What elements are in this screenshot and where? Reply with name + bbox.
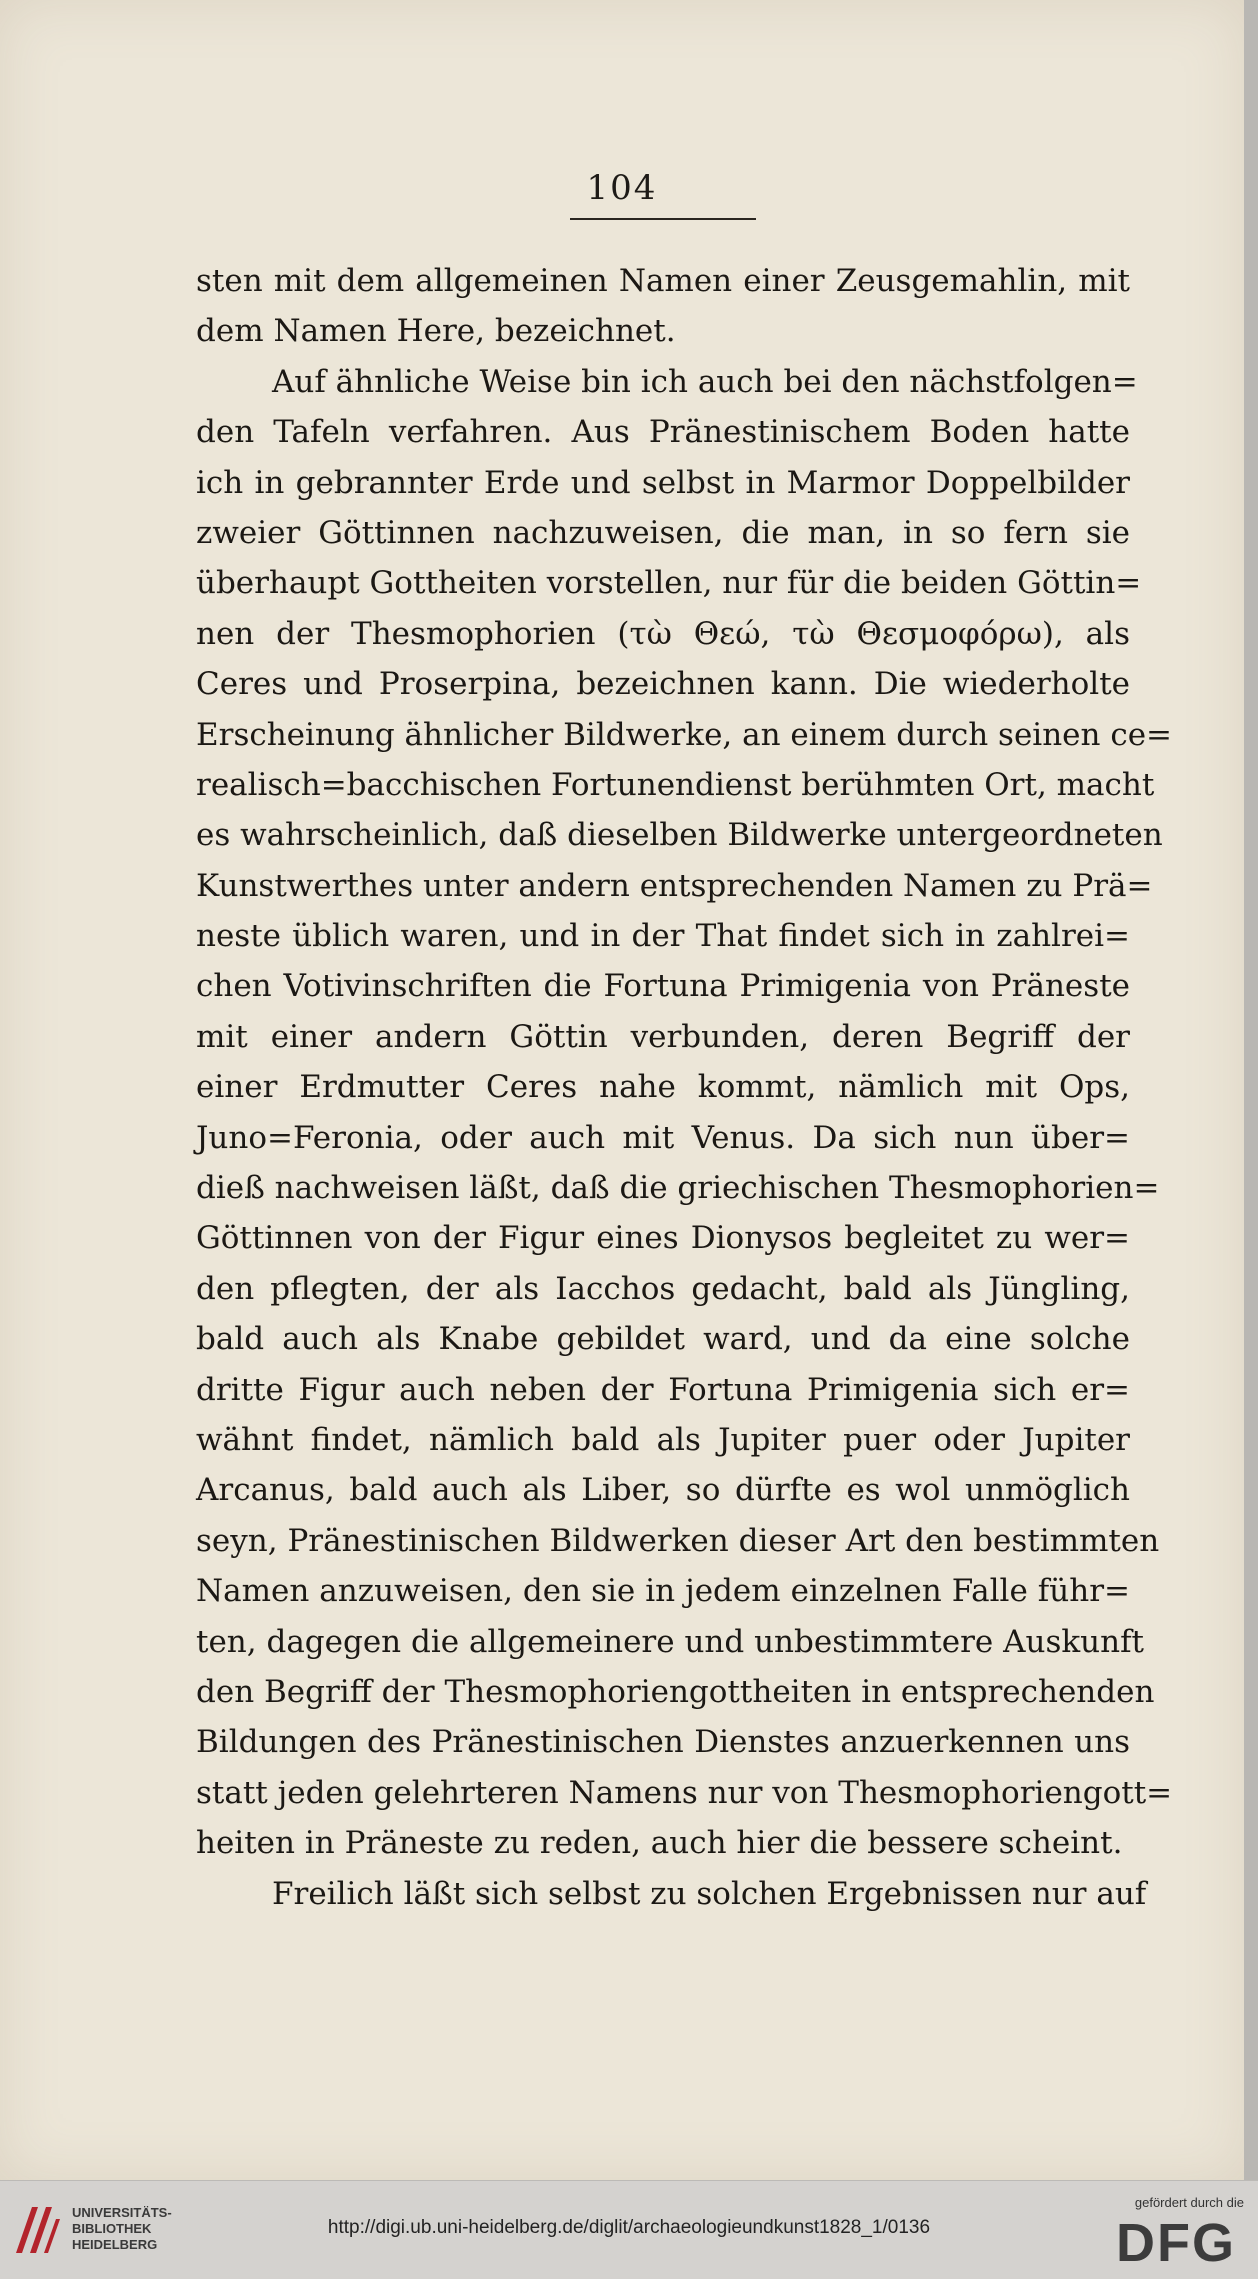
text-line: Namen anzuweisen, den sie in jedem einzelnen Falle führ= [196,1573,1130,1610]
text-line: Ceres und Proserpina, bezeichnen kann. Die wiederholte [196,666,1130,703]
text-line: ich in gebrannter Erde und selbst in Marmor Doppelbilder [196,464,1130,501]
page-number: 104 [586,168,658,208]
text-line: mit einer andern Göttin verbunden, deren Begriff der [196,1018,1130,1055]
text-line: es wahrscheinlich, daß dieselben Bildwerke untergeordneten [196,817,1163,854]
text-line: realisch=bacchischen Fortunendienst berühmten Ort, macht [196,766,1155,803]
text-line: Auf ähnliche Weise bin ich auch bei den nächstfolgen= [272,363,1138,400]
text-line: dritte Figur auch neben der Fortuna Primigenia sich er= [196,1371,1130,1408]
text-line: wähnt findet, nämlich bald als Jupiter puer oder Jupiter [196,1421,1130,1458]
text-line: Arcanus, bald auch als Liber, so dürfte es wol unmöglich [196,1472,1130,1509]
text-line: Göttinnen von der Figur eines Dionysos begleitet zu wer= [196,1220,1130,1257]
text-line: Bildungen des Pränestinischen Dienstes anzuerkennen uns [196,1724,1130,1761]
text-line: statt jeden gelehrteren Namens nur von Thesmophoriengott= [196,1774,1173,1811]
text-line: neste üblich waren, und in der That findet sich in zahlrei= [196,918,1130,955]
text-line: dieß nachweisen läßt, daß die griechischen Thesmophorien= [196,1170,1160,1207]
text-line: sten mit dem allgemeinen Namen einer Zeusgemahlin, mit [196,263,1130,299]
library-name: UNIVERSITÄTS- BIBLIOTHEK HEIDELBERG [72,2205,172,2252]
text-line: Juno=Feronia, oder auch mit Venus. Da sich nun über= [196,1119,1130,1156]
text-line: Freilich läßt sich selbst zu solchen Ergebnissen nur auf [272,1875,1147,1912]
text-line: den Begriff der Thesmophoriengottheiten in entsprechenden [196,1673,1155,1710]
text-line: dem Namen Here, bezeichnet. [196,313,676,350]
text-line: Erscheinung ähnlicher Bildwerke, an einem durch seinen ce= [196,716,1173,753]
text-line: heiten in Pränestе zu reden, auch hier die bessere scheint. [196,1825,1123,1862]
header-rule [570,218,756,220]
sponsor-label: gefördert durch die [1134,2195,1244,2210]
text-line: ten, dagegen die allgemeinere und unbestimmtere Auskunft [196,1623,1144,1660]
page-edge [1244,0,1258,2180]
text-line: chen Votivinschriften die Fortuna Primigenia von Pränestе [196,968,1130,1005]
text-line: überhaupt Gottheiten vorstellen, nur für die beiden Göttin= [196,565,1142,602]
body-text [196,256,1173,1919]
text-line: Kunstwerthes unter andern entsprechenden Namen zu Prä= [196,867,1153,904]
text-line: den Tafeln verfahren. Aus Pränestinischem Boden hatte [196,414,1130,451]
text-line: einer Erdmutter Ceres nahe kommt, nämlich mit Ops, [196,1069,1130,1106]
text-line: bald auch als Knabe gebildet ward, und da eine solche [196,1321,1130,1358]
footer-bar [0,2180,1258,2279]
text-line: seyn, Pränestinischen Bildwerken dieser Art den bestimmten [196,1522,1160,1559]
text-line: den pflegten, der als Iacchos gedacht, bald als Jüngling, [196,1270,1130,1307]
text-line: nen der Thesmophorien (τὼ Θεώ, τὼ Θεσμοφόρω), als [196,615,1130,652]
text-line: zweier Göttinnen nachzuweisen, die man, in so fern sie [196,514,1130,551]
dfg-logo[interactable]: DFG [1116,2213,1236,2273]
permalink-url[interactable]: http://digi.ub.uni-heidelberg.de/diglit/archaeologieundkunst1828_1/0136 [327,2217,931,2238]
